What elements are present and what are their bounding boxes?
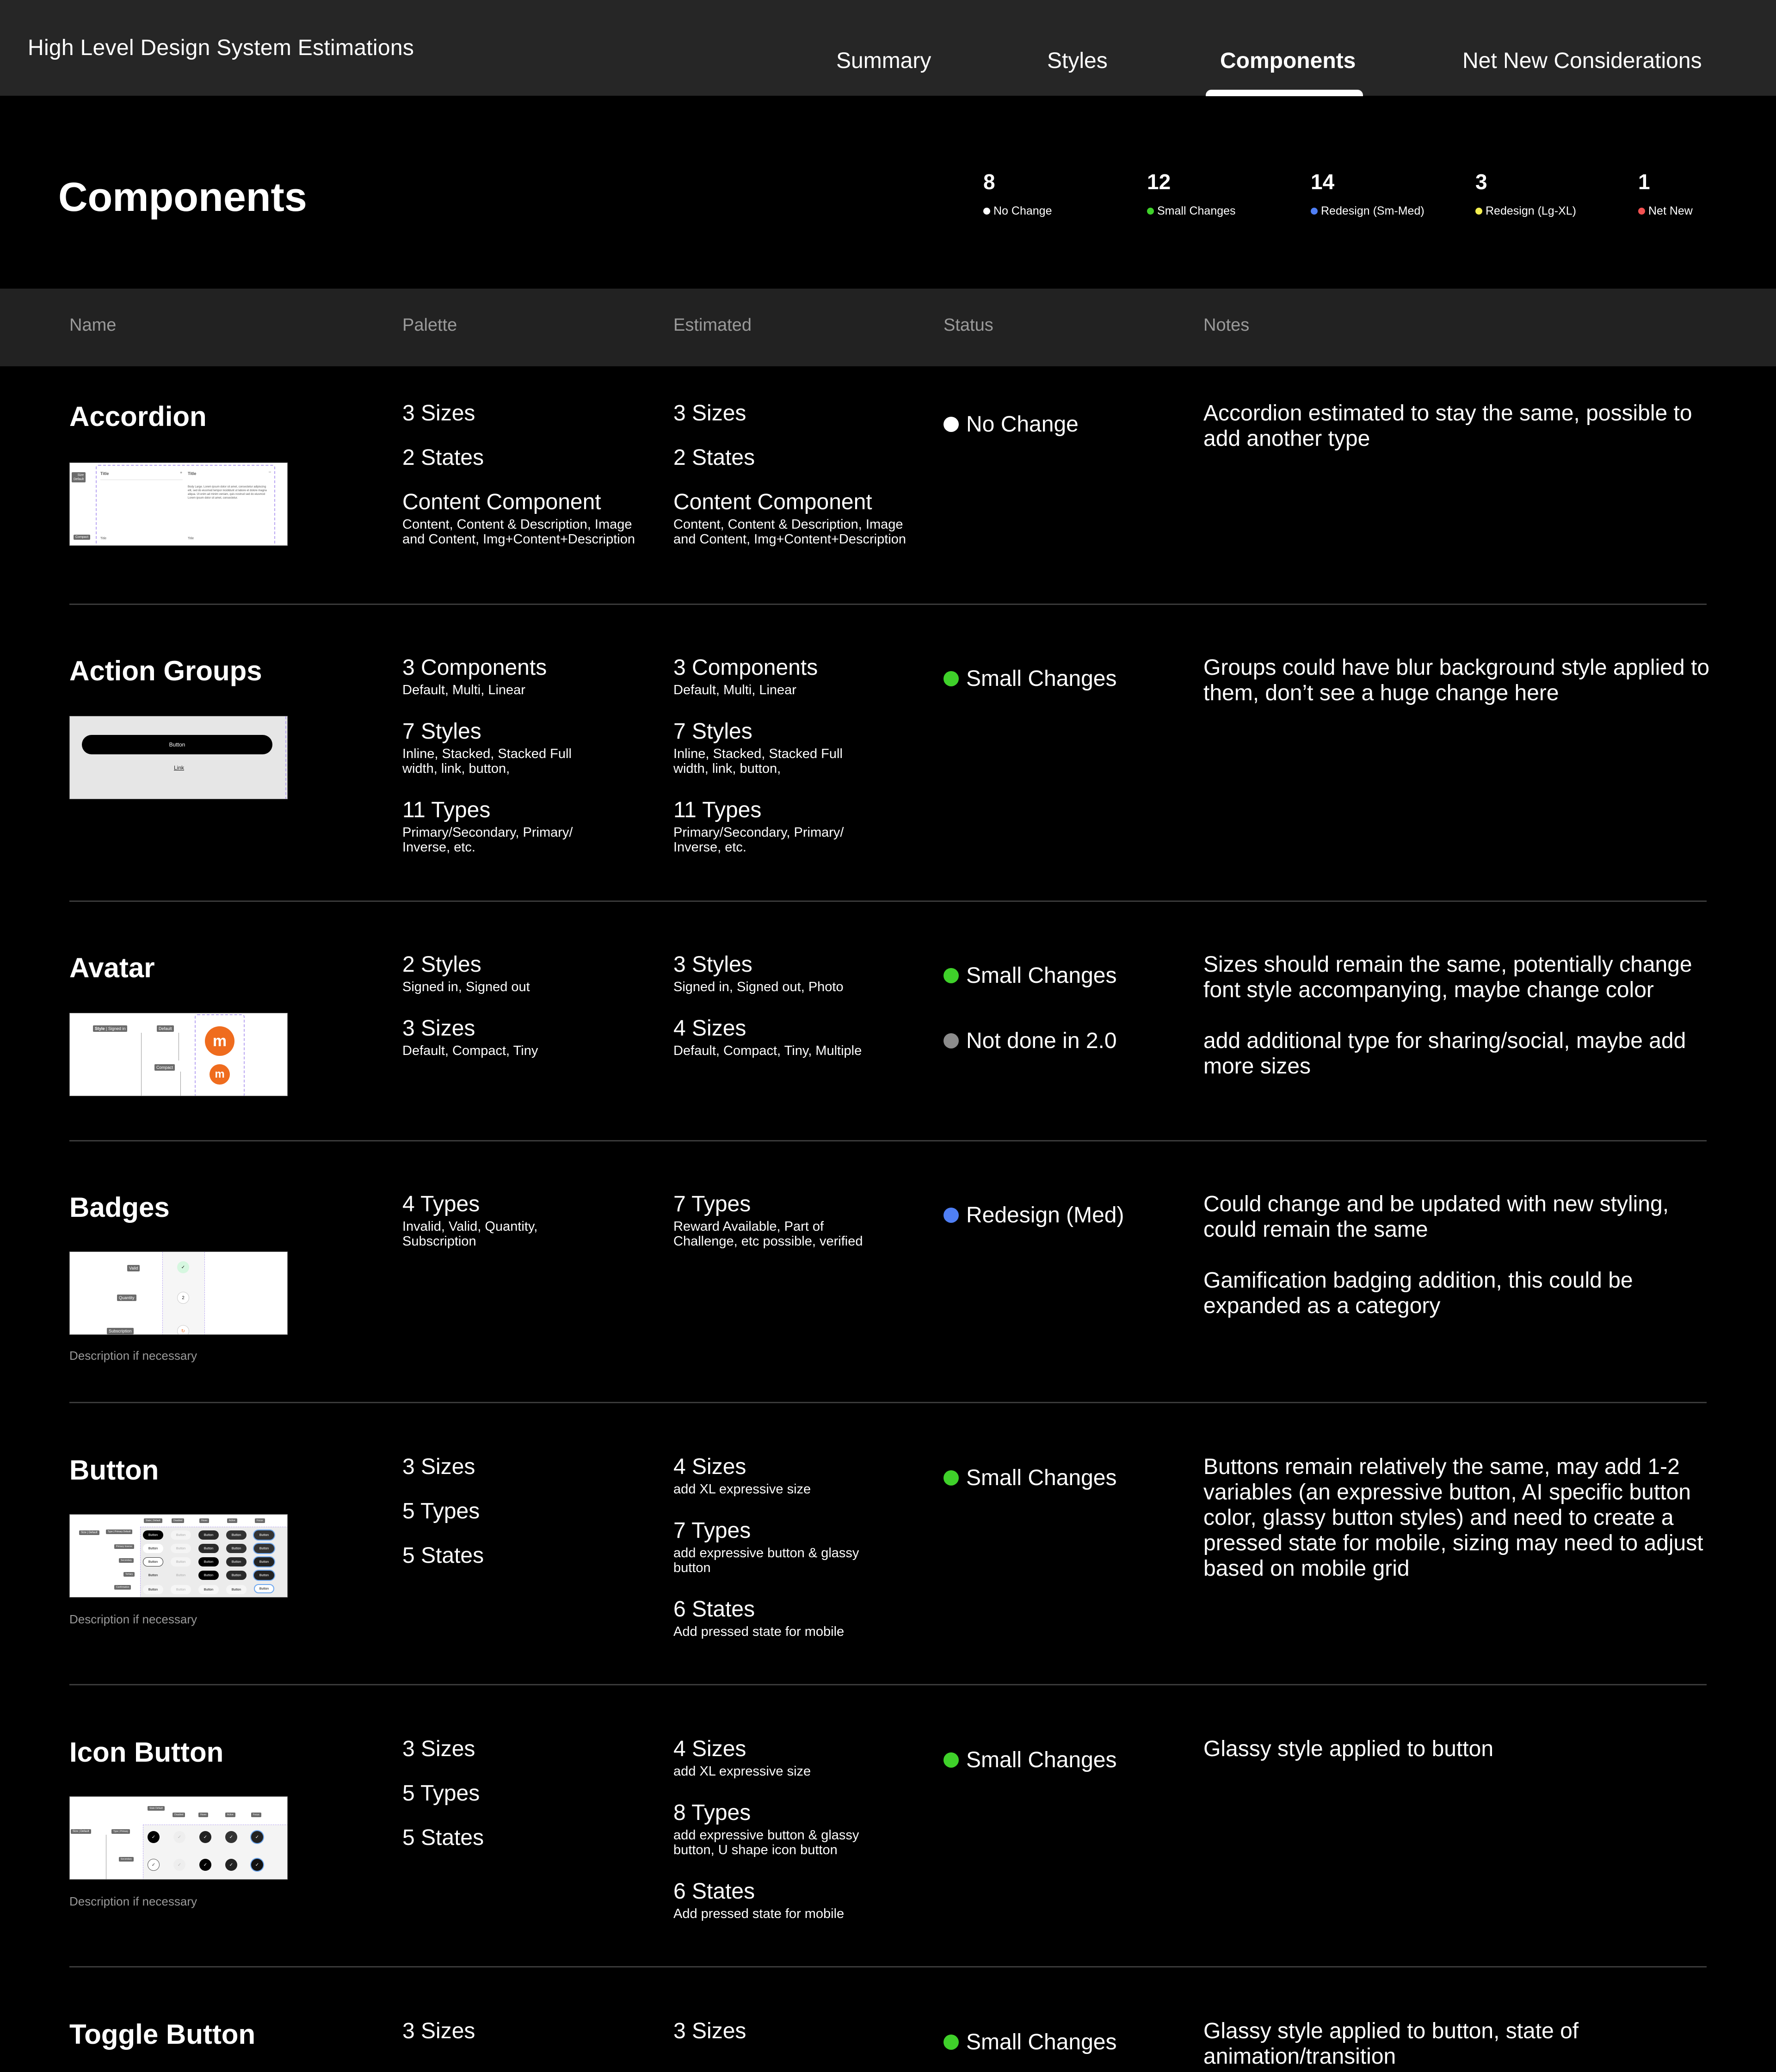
spec-subtitle: Default, Multi, Linear [402, 683, 525, 697]
spec-title: 5 States [402, 1543, 484, 1568]
sample-button: Button [143, 1530, 163, 1540]
spec-title: 4 Sizes [673, 1016, 746, 1041]
table-row-toggle-button [69, 2018, 1707, 2072]
accordion-item-title: Title [100, 537, 106, 540]
icon-button-sample: ✓ [173, 1859, 185, 1871]
estimated-cell [673, 655, 914, 867]
state-tag: Focus [255, 1518, 265, 1523]
icon-button-sample: ✓ [225, 1831, 237, 1843]
notes-cell [1203, 1454, 1721, 1581]
notes-cell [1203, 2018, 1721, 2069]
spec-title: 3 Styles [673, 952, 752, 977]
type-tag: Type | Primary [111, 1829, 130, 1834]
variant-frame [96, 465, 275, 546]
state-tag: State Default [148, 1806, 165, 1811]
spec-subtitle: Default, Compact, Tiny, Multiple [673, 1043, 862, 1058]
spec-title: 11 Types [402, 798, 491, 822]
notes-cell [1203, 655, 1721, 706]
thumbnail-description: Description if necessary [69, 1894, 197, 1908]
size-tag: Size Default [72, 472, 86, 482]
stat-label: No Change [993, 204, 1052, 217]
sample-button: Button [226, 1557, 247, 1566]
sample-button: Button [171, 1557, 191, 1566]
status-dot-icon [944, 1208, 959, 1223]
stat-count: 14 [1311, 170, 1335, 194]
note-text: Glassy style applied to button [1203, 1737, 1494, 1761]
icon-button-sample: ✓ [225, 1859, 237, 1871]
status-dot-icon [944, 1033, 959, 1048]
sample-button: Button [254, 1557, 274, 1566]
note-text: Gamification badging addition, this could be expanded as a category [1203, 1268, 1633, 1318]
component-name: Action Groups [69, 655, 262, 686]
accordion-item-title: Title [100, 471, 109, 476]
accordion-item-title: Title [188, 471, 197, 476]
status-badge: Redesign (Med) [944, 1202, 1124, 1228]
spec-subtitle: Inline, Stacked, Stacked Full width, link, button, [673, 746, 843, 776]
status-dot-icon [1311, 208, 1318, 215]
status-dot-icon [944, 1752, 959, 1768]
state-tag: State | Default [144, 1518, 162, 1523]
note-text: Accordion estimated to stay the same, possible to add another type [1203, 401, 1692, 451]
table-header [0, 289, 1776, 366]
spec-title: 6 States [673, 1597, 755, 1622]
spec-subtitle: Content, Content & Description, Image and Content, Img+Content+Description [673, 517, 906, 547]
spec-subtitle: Primary/Secondary, Primary/ Inverse, etc. [673, 825, 844, 855]
spec-title: 8 Types [673, 1801, 751, 1825]
spec-subtitle: Default, Multi, Linear [673, 683, 796, 697]
icon-button-sample: ✓ [199, 1831, 211, 1843]
spec-title: 5 States [402, 1825, 484, 1850]
status-dot-icon [944, 1470, 959, 1486]
component-name: Accordion [69, 401, 207, 432]
estimated-cell [673, 401, 914, 559]
spec-subtitle: Add pressed state for mobile [673, 1906, 845, 1921]
table-row-icon-button [69, 1736, 1707, 1967]
spec-title: 7 Styles [402, 719, 481, 744]
status-dot-icon [1147, 208, 1154, 215]
component-name: Icon Button [69, 1737, 224, 1768]
note-text: Glassy style applied to button, state of animation/transition [1203, 2019, 1579, 2069]
spec-title: 2 States [673, 445, 755, 470]
status-badge: Small Changes [944, 2029, 1117, 2055]
icon-button-sample: ✓ [148, 1859, 160, 1871]
estimated-cell [673, 1191, 914, 1261]
column-header-status: Status [944, 315, 993, 335]
sample-button: Button [198, 1557, 219, 1566]
spec-title: 11 Types [673, 798, 762, 822]
spec-title: 4 Types [402, 1192, 480, 1216]
palette-cell [402, 401, 643, 559]
stat-label: Small Changes [1157, 204, 1236, 217]
spec-title: 3 Components [402, 655, 547, 680]
icon-button-sample: ✓ [199, 1859, 211, 1871]
sample-button: Button [198, 1544, 219, 1553]
status-dot-icon [944, 671, 959, 686]
spec-title: 3 Sizes [402, 1737, 475, 1761]
sample-button: Button [82, 735, 272, 754]
avatar-compact: m [210, 1064, 230, 1085]
top-navigation-bar [0, 0, 1776, 96]
status-cell [944, 2018, 1117, 2055]
sample-button: Button [171, 1530, 191, 1540]
state-tag: Active [227, 1518, 237, 1523]
state-tag: Disabled [173, 1813, 185, 1817]
estimated-cell [673, 1454, 914, 1651]
thumbnail-description: Description if necessary [69, 1349, 197, 1363]
sample-link: Link [173, 765, 184, 771]
status-cell [944, 1191, 1124, 1228]
column-header-name: Name [69, 315, 117, 335]
default-tag: Default [157, 1025, 174, 1032]
sample-button: Button [254, 1530, 274, 1540]
stat-count: 8 [983, 170, 995, 194]
app-title: High Level Design System Estimations [28, 36, 414, 60]
sample-button: Button [171, 1585, 191, 1594]
stat-redesign-lg-xl [1475, 170, 1576, 218]
type-tag: Tertiary [123, 1572, 135, 1577]
notes-cell [1203, 1191, 1721, 1319]
spec-subtitle: add expressive button & glassy button [673, 1546, 859, 1575]
sample-button: Button [171, 1544, 191, 1553]
compact-tag: Compact [154, 1064, 175, 1071]
avatar-thumbnail [69, 1013, 288, 1096]
status-cell [944, 1454, 1117, 1491]
status-badge: No Change [944, 412, 1079, 437]
sample-button: Button [226, 1544, 247, 1553]
estimated-cell [673, 1736, 914, 1933]
estimated-cell [673, 2018, 914, 2056]
spec-title: 7 Types [673, 1518, 751, 1543]
status-badge: Not done in 2.0 [944, 1028, 1117, 1054]
status-dot-icon [944, 968, 959, 983]
type-tag: Confirmation [114, 1585, 131, 1590]
size-tag: Size | Default [79, 1530, 99, 1535]
stat-no-change [983, 170, 1052, 218]
sample-button: Button [226, 1585, 247, 1594]
spec-title: 4 Sizes [673, 1737, 746, 1761]
spec-subtitle: Reward Available, Part of Challenge, etc possible, verified [673, 1219, 863, 1249]
stat-redesign-sm-med [1311, 170, 1424, 218]
spec-title: 3 Sizes [402, 401, 475, 426]
note-text: Buttons remain relatively the same, may add 1-2 variables (an expressive button, AI specific button color, glassy button styles) and need to create a pressed state for mobile, sizing may need to adjust based on mobile grid [1203, 1455, 1703, 1581]
thumbnail-description: Description if necessary [69, 1612, 197, 1626]
component-name: Toggle Button [69, 2019, 256, 2050]
notes-cell [1203, 401, 1721, 451]
stat-label: Redesign (Sm-Med) [1321, 204, 1424, 217]
status-dot-icon [1638, 208, 1645, 215]
check-icon: ✓ [177, 1261, 189, 1273]
type-tag: Secondary [119, 1857, 134, 1862]
spec-subtitle: Default, Compact, Tiny [402, 1043, 538, 1058]
stat-count: 12 [1147, 170, 1171, 194]
compact-tag: Compact [74, 535, 90, 540]
column-header-estimated: Estimated [673, 315, 752, 335]
sample-button: Button [254, 1544, 274, 1553]
palette-cell [402, 655, 643, 867]
avatar-default: m [205, 1026, 234, 1056]
type-tag: Primary Inverse [114, 1544, 134, 1549]
active-tab-indicator [1206, 90, 1363, 96]
accordion-thumbnail [69, 462, 288, 546]
spec-subtitle: add XL expressive size [673, 1764, 811, 1779]
spec-subtitle: Invalid, Valid, Quantity, Subscription [402, 1219, 538, 1249]
variant-frame-edge [285, 716, 286, 799]
spec-title: 3 Sizes [673, 2019, 746, 2043]
column-header-palette: Palette [402, 315, 457, 335]
state-tag: Hover [199, 1518, 209, 1523]
table-row-action-groups [69, 655, 1710, 902]
valid-tag: Valid [127, 1265, 140, 1271]
tab-components[interactable]: Components [1220, 49, 1356, 73]
sample-button: Button [198, 1571, 219, 1580]
status-dot-icon [944, 417, 959, 432]
tab-styles[interactable]: Styles [1047, 49, 1108, 73]
palette-cell [402, 2018, 643, 2056]
quantity-badge: 2 [177, 1292, 189, 1304]
spec-subtitle: Primary/Secondary, Primary/ Inverse, etc. [402, 825, 573, 855]
sample-button: Button [226, 1530, 247, 1540]
note-text: add additional type for sharing/social, maybe add more sizes [1203, 1029, 1686, 1079]
state-tag: Focus [251, 1813, 261, 1817]
stat-net-new [1638, 170, 1693, 218]
sample-button: Button [176, 1573, 186, 1577]
spec-title: 7 Types [673, 1192, 751, 1216]
spec-title: 3 Sizes [402, 1016, 475, 1041]
icon-button-thumbnail [69, 1796, 288, 1880]
column-header-notes: Notes [1203, 315, 1250, 335]
spec-subtitle: Inline, Stacked, Stacked Full width, link, button, [402, 746, 572, 776]
state-tag: Active [225, 1813, 235, 1817]
component-name: Badges [69, 1192, 170, 1223]
status-dot-icon [983, 208, 990, 215]
stat-label: Net New [1648, 204, 1693, 217]
sample-button: Button [198, 1585, 219, 1594]
button-thumbnail [69, 1514, 288, 1597]
spec-title: Content Component [402, 490, 601, 514]
sample-button: Button [143, 1585, 163, 1594]
quantity-tag: Quantity [117, 1295, 136, 1301]
component-name: Avatar [69, 952, 155, 983]
palette-cell [402, 1454, 643, 1581]
subscription-refresh-icon: ↻ [177, 1325, 189, 1335]
tab-summary[interactable]: Summary [836, 49, 931, 73]
spec-title: 3 Components [673, 655, 818, 680]
spec-subtitle: Content, Content & Description, Image and Content, Img+Content+Description [402, 517, 635, 547]
spec-subtitle: add XL expressive size [673, 1482, 811, 1497]
note-text: Sizes should remain the same, potentially change font style accompanying, maybe change color [1203, 952, 1692, 1002]
spec-title: 4 Sizes [673, 1455, 746, 1479]
state-tag: Hover [198, 1813, 208, 1817]
spec-title: 3 Sizes [402, 2019, 475, 2043]
table-row-accordion [69, 401, 1707, 605]
notes-cell [1203, 1736, 1721, 1762]
minus-icon: – [269, 469, 271, 474]
action-groups-thumbnail [69, 716, 288, 799]
status-cell [944, 1736, 1117, 1773]
sample-button: Button [143, 1557, 163, 1566]
state-tag: Disabled [172, 1518, 184, 1523]
stat-count: 1 [1638, 170, 1650, 194]
stat-small-changes [1147, 170, 1236, 218]
status-dot-icon [1475, 208, 1482, 215]
size-tag: Size | Default [71, 1829, 91, 1834]
spec-title: 3 Sizes [402, 1455, 475, 1479]
sample-button: Button [254, 1571, 274, 1580]
spec-subtitle: Signed in, Signed out [402, 980, 530, 994]
status-cell [944, 952, 1117, 1054]
spec-title: 2 States [402, 445, 484, 470]
spec-subtitle: Signed in, Signed out, Photo [673, 980, 844, 994]
notes-cell [1203, 952, 1721, 1079]
spec-title: 5 Types [402, 1499, 480, 1523]
badges-thumbnail [69, 1252, 288, 1335]
spec-title: 3 Sizes [673, 401, 746, 426]
tab-net-new-considerations[interactable]: Net New Considerations [1462, 49, 1702, 73]
spec-title: Content Component [673, 490, 872, 514]
palette-cell [402, 952, 643, 1070]
sample-button: Button [198, 1530, 219, 1540]
icon-button-sample: ✓ [173, 1831, 185, 1843]
accordion-body-text: Body Large. Lorem ipsum dolor sit amet, consectetur adipiscing elit, sed do eiusmod tempor incididunt ut labore et dolore magna aliqua. Ut enim ad minim veniam, quis nostrud sed do eiusmod Lorem ipsum dolor sit amet, consectetur. [188, 486, 267, 500]
spec-title: 6 States [673, 1879, 755, 1904]
accordion-item-title: Title [188, 537, 194, 540]
plus-icon: + [180, 470, 183, 475]
sample-button: Button [143, 1544, 163, 1553]
palette-cell [402, 1191, 643, 1261]
icon-button-sample: ✓ [148, 1831, 160, 1843]
icon-button-sample: ✓ [251, 1831, 263, 1843]
status-cell [944, 401, 1079, 437]
table-row-avatar [69, 952, 1707, 1141]
type-tag: Type | Primary Default [106, 1529, 132, 1534]
note-text: Groups could have blur background style applied to them, don’t see a huge change here [1203, 655, 1710, 705]
status-badge: Small Changes [944, 963, 1117, 988]
table-row-button [69, 1454, 1707, 1685]
sample-button: Button [254, 1584, 274, 1593]
spec-title: 7 Styles [673, 719, 752, 744]
component-name: Button [69, 1455, 159, 1486]
spec-subtitle: add expressive button & glassy button, U shape icon button [673, 1828, 859, 1857]
note-text: Could change and be updated with new styling, could remain the same [1203, 1192, 1669, 1242]
status-badge: Small Changes [944, 1465, 1117, 1491]
status-cell [944, 655, 1117, 691]
status-badge: Small Changes [944, 1747, 1117, 1773]
icon-button-sample: ✓ [251, 1859, 263, 1871]
subscription-tag: Subscription [107, 1328, 134, 1334]
status-badge: Small Changes [944, 666, 1117, 691]
estimated-cell [673, 952, 914, 1070]
style-tag: Style | Signed in [93, 1025, 127, 1032]
type-tag: Secondary [119, 1558, 134, 1563]
sample-button: Button [148, 1573, 158, 1577]
stat-label: Redesign (Lg-XL) [1486, 204, 1576, 217]
stat-count: 3 [1475, 170, 1487, 194]
status-dot-icon [944, 2035, 959, 2050]
name-cell [69, 401, 207, 432]
spec-title: 5 Types [402, 1781, 480, 1806]
palette-cell [402, 1736, 643, 1863]
sample-button: Button [226, 1571, 247, 1580]
table-row-badges [69, 1191, 1707, 1403]
spec-subtitle: Add pressed state for mobile [673, 1624, 845, 1639]
page-title: Components [58, 174, 307, 220]
spec-title: 2 Styles [402, 952, 481, 977]
